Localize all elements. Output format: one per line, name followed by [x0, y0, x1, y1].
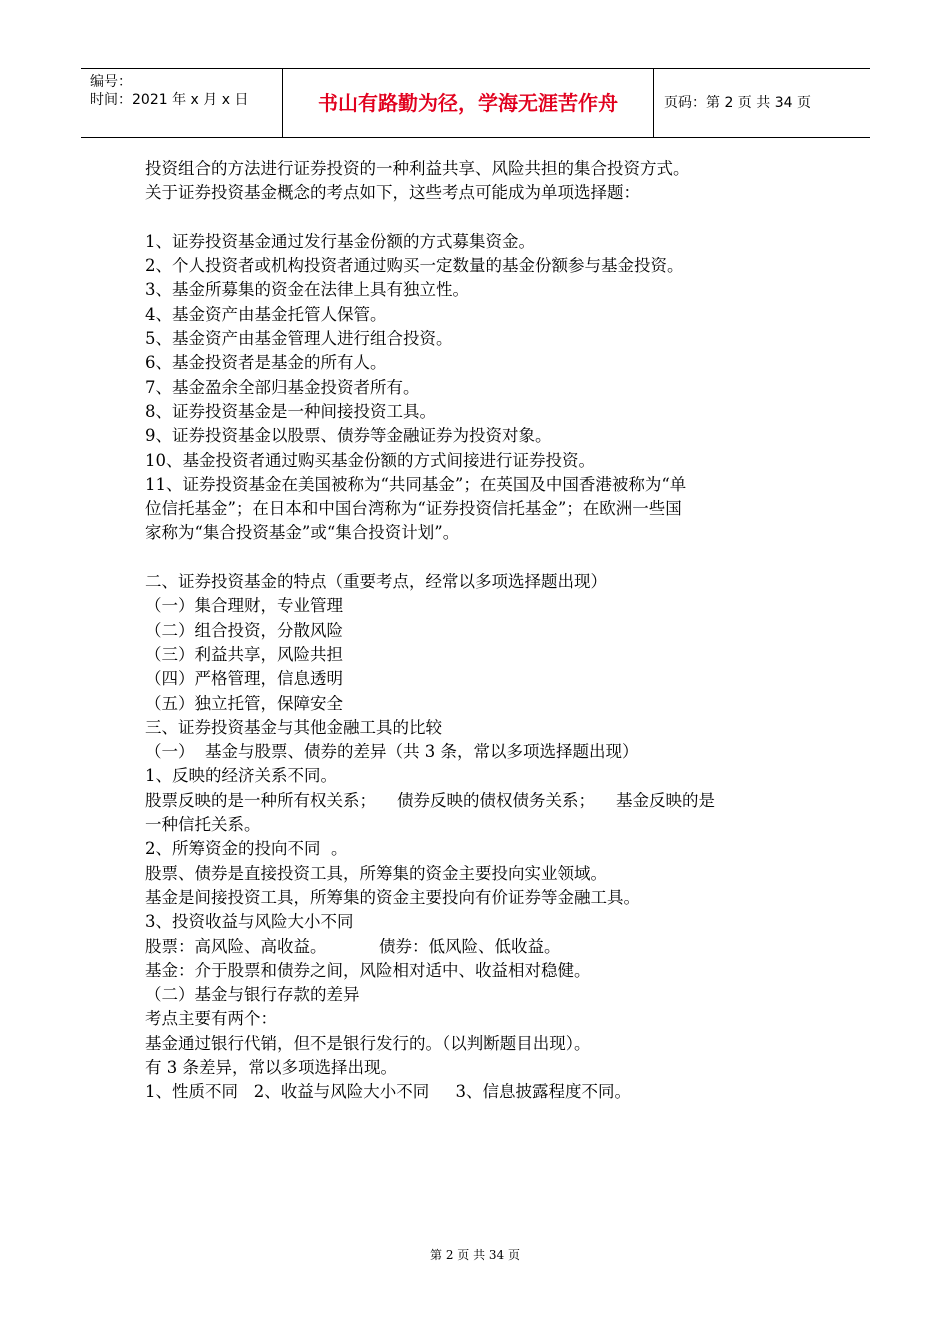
body-text-line: 6、基金投资者是基金的所有人。 [145, 353, 387, 373]
body-text-line: 10、基金投资者通过购买基金份额的方式间接进行证券投资。 [145, 450, 595, 470]
document-number-label: 编号： [90, 74, 132, 90]
body-text-line: 11、证券投资基金在美国被称为“共同基金”；在英国及中国香港被称为“单 [145, 474, 687, 494]
body-text-line: （四）严格管理，信息透明 [145, 669, 343, 689]
header-motto-cell [283, 69, 654, 137]
body-text-line: 7、基金盈余全部归基金投资者所有。 [145, 377, 420, 397]
body-text-line: 3、基金所募集的资金在法律上具有独立性。 [145, 280, 469, 300]
body-text-line: 9、证券投资基金以股票、债券等金融证券为投资对象。 [145, 426, 552, 446]
body-text-line: （五）独立托管，保障安全 [145, 693, 343, 713]
body-text-line: 3、投资收益与风险大小不同 [145, 912, 354, 932]
body-text-line: 有 3 条差异，常以多项选择出现。 [145, 1057, 397, 1077]
body-text-line: 二、证券投资基金的特点（重要考点，经常以多项选择题出现） [145, 572, 607, 592]
body-text-line: 5、基金资产由基金管理人进行组合投资。 [145, 329, 453, 349]
body-text-line: 基金：介于股票和债券之间，风险相对适中、收益相对稳健。 [145, 960, 591, 980]
body-text-line: 股票反映的是一种所有权关系； 债券反映的债权债务关系； 基金反映的是 [145, 790, 715, 810]
header-motto: 书山有路勤为径，学海无涯苦作舟 [318, 91, 618, 115]
document-body [145, 157, 815, 1105]
body-text-line: 股票、债券是直接投资工具，所筹集的资金主要投向实业领域。 [145, 863, 607, 883]
header-meta-cell [81, 69, 283, 137]
body-text-line: 基金是间接投资工具，所筹集的资金主要投向有价证券等金融工具。 [145, 887, 640, 907]
body-text-line: 股票：高风险、高收益。 债券：低风险、低收益。 [145, 936, 561, 956]
body-text-line: 2、个人投资者或机构投资者通过购买一定数量的基金份额参与基金投资。 [145, 256, 684, 276]
body-text-line: （一）集合理财，专业管理 [145, 596, 343, 616]
body-text-line: 8、证券投资基金是一种间接投资工具。 [145, 401, 436, 421]
body-text-line: （一） 基金与股票、债券的差异（共 3 条，常以多项选择题出现） [145, 742, 639, 762]
document-date: 时间：2021 年 x 月 x 日 [90, 92, 249, 108]
blank-line [145, 546, 815, 570]
page-header [81, 68, 870, 138]
body-text-line: 1、反映的经济关系不同。 [145, 766, 337, 786]
body-text-line: 三、证券投资基金与其他金融工具的比较 [145, 717, 442, 737]
body-text-line: 基金通过银行代销，但不是银行发行的。（以判断题目出现）。 [145, 1033, 591, 1053]
body-text-line: 一种信托关系。 [145, 815, 261, 835]
body-text-line: （二）基金与银行存款的差异 [145, 985, 360, 1005]
blank-line [145, 206, 815, 230]
body-text-line: 4、基金资产由基金托管人保管。 [145, 304, 387, 324]
body-text-line: 1、性质不同 2、收益与风险大小不同 3、信息披露程度不同。 [145, 1082, 631, 1102]
body-text-line: 考点主要有两个： [145, 1009, 277, 1029]
body-text-line: 2、所筹资金的投向不同 。 [145, 839, 348, 859]
header-page-cell [654, 69, 870, 137]
page-footer: 第 2 页 共 34 页 [430, 1248, 520, 1262]
body-text-line: 1、证券投资基金通过发行基金份额的方式募集资金。 [145, 231, 535, 251]
body-text-line: 位信托基金”；在日本和中国台湾称为“证券投资信托基金”；在欧洲一些国 [145, 499, 682, 519]
body-text-line: 家称为“集合投资基金”或“集合投资计划”。 [145, 523, 460, 543]
body-text-line: （二）组合投资，分散风险 [145, 620, 343, 640]
body-text-line: 投资组合的方法进行证券投资的一种利益共享、风险共担的集合投资方式。 [145, 159, 690, 178]
body-text-line: （三）利益共享，风险共担 [145, 644, 343, 664]
header-page-code: 页码：第 2 页 共 34 页 [664, 95, 811, 111]
body-text-line: 关于证券投资基金概念的考点如下，这些考点可能成为单项选择题： [145, 183, 640, 203]
